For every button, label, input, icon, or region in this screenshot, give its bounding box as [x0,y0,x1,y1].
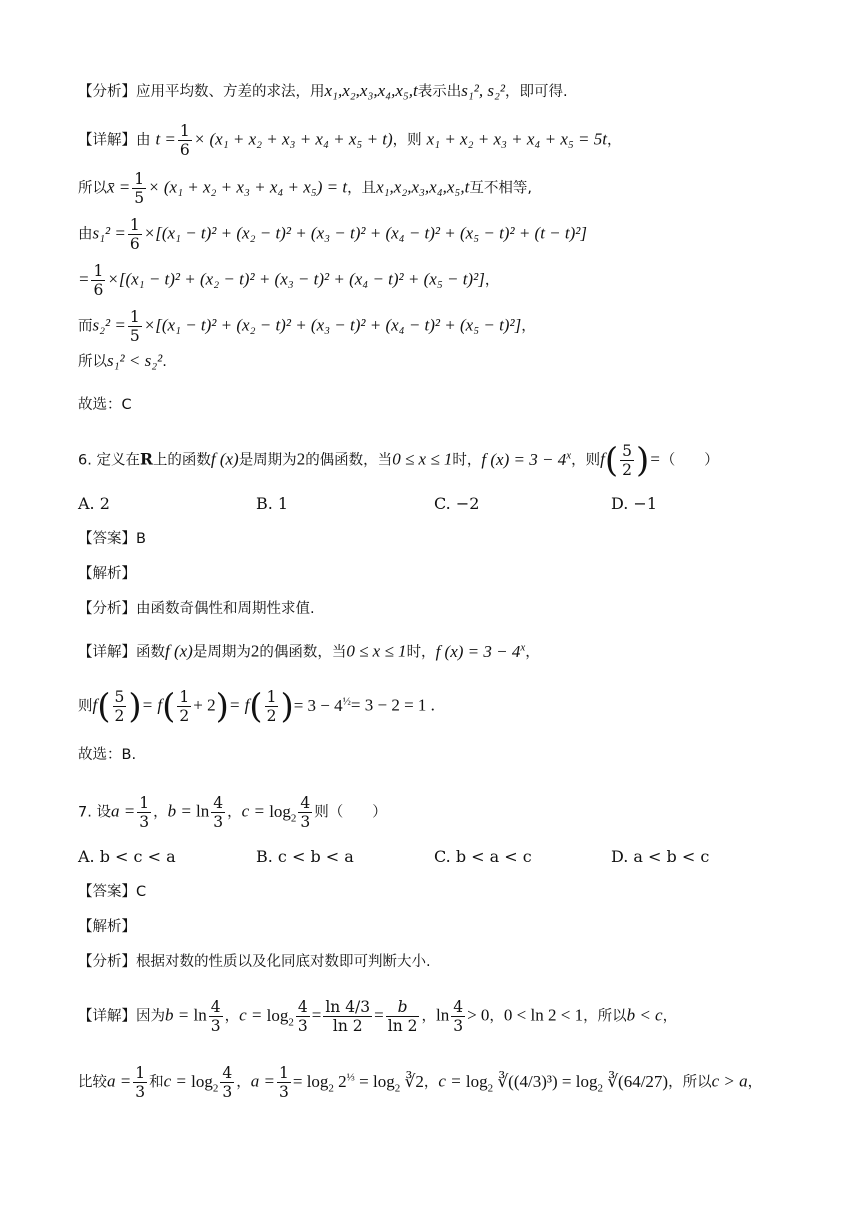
q7-option-a[interactable]: A. b < c < a [78,847,176,866]
q7-compare: 比较a = $\frac{1}{3}$ 和$c = \log_2$ $\frac{4}{3}$ ，a = $\frac{1}{3}$ = $\log_2 2^{\frac{1}{3}} = \log_2$ ∛2，$c = \log_2$ ∛((4/3)³) = $\log_2$ ∛(64/27)，所以c > a， [78,1064,763,1101]
fraction-1-6: $\frac{1}{6}$ [179,122,190,159]
variance-1-text: 由 [78,226,93,243]
detail-text: 由 [136,132,151,149]
analysis-text: 应用平均数、方差的求法，用 [136,84,325,100]
analysis-line [78,80,828,103]
q6-stem-g: （ ） [660,452,719,469]
choose-line [78,393,828,416]
q7-stem-b: 则（ ） [314,804,387,821]
q6-answer: 【答案】B [78,531,146,547]
q6-jiexi: 【解析】 [78,566,136,582]
analysis-vars: x₁,x₂,x₃,x₄,x₅,t [324,81,418,100]
variance-1-sum-simplified: [(x₁ − t)² + (x₂ − t)² + (x₃ − t)² + (x₄ − t)² + (x₅ − t)²] [118,269,485,289]
q6-option-d[interactable]: D. −1 [611,494,658,513]
q6-option-a[interactable]: A. 2 [78,494,110,513]
conclusion-text: 所以 [78,354,107,370]
q6-result: = 3 − 2 = 1 . [350,695,435,715]
analysis-vars2: s₁², s₂² [461,81,506,100]
q6-detail: 【详解】函数f (x)是周期为2的偶函数，当0 ≤ x ≤ 1时，f $(x) = 3 - 4^x$， [78,641,540,661]
q6-R: R [139,449,153,469]
q6-stem-a: 6. 定义在 [78,452,140,469]
detail-text2: ，则 [392,132,422,149]
q6-stem-c: 是周期为 [238,452,297,469]
conclusion-line: 所以s₁² < s₂². [78,351,167,370]
analysis-label: 【分析】 [78,84,136,100]
line2-text3: 互不相等, [469,180,532,197]
q6-stem-b: 上的函数 [152,452,211,469]
fraction-1-5: $\frac{1}{5}$ [134,170,145,207]
q6-then: 则 [78,698,93,715]
q7-option-d[interactable]: D. a < b < c [611,847,710,866]
q7-stem-a: 7. 设 [78,804,111,821]
q6-detail-a: 函数 [136,644,165,661]
q7-analysis [78,950,828,973]
q6-stem-d: 的偶函数，当 [305,452,393,469]
line2-text2: ，且 [347,180,377,197]
q6-option-c[interactable]: C. −2 [434,494,480,513]
q6-option-b[interactable]: B. 1 [256,494,289,513]
q7-compare-b: 和 [149,1074,164,1091]
q6-choose: 故选：B. [78,747,137,763]
q6-detail-d: 时， [406,644,436,661]
detail-line-1: 【详解】由 t = $\frac{1}{6}$ × (x₁ + x₂ + x₃ + x₄ + x₅ + t)，则 x₁ + x₂ + x₃ + x₄ + x₅ = 5t， [78,122,622,159]
fraction-1-6c: $\frac{1}{6}$ [93,262,104,299]
q7-jiexi: 【解析】 [78,919,136,935]
variance-2-text: 而 [78,318,93,335]
line2-text: 所以 [78,180,107,197]
analysis-text2: 表示出 [417,84,462,100]
q7-analysis-label: 【分析】 [78,954,136,970]
variance-2-line: 而s₂² = $\frac{1}{5}$ ×[(x₁ − t)² + (x₂ − t)² + (x₃ − t)² + (x₄ − t)² + (x₅ − t)²]， [78,308,536,345]
q7-detail: 【详解】因为b = ln $\frac{4}{3}$ ，$c = \log_2$ $\frac{4}{3}$ = $\frac{\ln 4/3}{\ln 2}$ = $\frac{b}{\ln 2}$ ，ln $\frac{4}{3}$ > 0，0 < ln 2 < 1，所以b < c， [78,998,678,1035]
variance-1-simplified: = $\frac{1}{6}$ ×[(x₁ − t)² + (x₂ − t)² + (x₃ − t)² + (x₄ − t)² + (x₅ − t)²]， [78,262,500,299]
q6-detail-c: 的偶函数，当 [259,644,347,661]
variance-2-sum: [(x₁ − t)² + (x₂ − t)² + (x₃ − t)² + (x₄ − t)² + (x₅ − t)²] [155,315,522,335]
q7-option-b[interactable]: B. c < b < a [256,847,354,866]
q7-detail-b: ，所以 [583,1008,627,1025]
detail-line-2: 所以x̄ = $\frac{1}{5}$ × (x₁ + x₂ + x₃ + x₄ + x₅) = t，且x₁,x₂,x₃,x₄,x₅,t互不相等, [78,170,532,207]
q7-answer: 【答案】C [78,884,147,900]
variance-1-sum: [(x₁ − t)² + (x₂ − t)² + (x₃ − t)² + (x₄ − t)² + (x₅ − t)² + (t − t)²] [155,223,587,243]
line2-vars: x₁,x₂,x₃,x₄,x₅,t [376,177,470,197]
q7-compare-c: ，所以 [668,1074,712,1091]
q7-detail-a: 因为 [136,1008,165,1025]
q6-analysis-text: 由函数奇偶性和周期性求值. [136,601,315,617]
q7-option-c[interactable]: C. b < a < c [434,847,532,866]
q6-analysis-label: 【分析】 [78,601,136,617]
q7-detail-label: 【详解】 [78,1008,136,1025]
conclusion-eq: s₁² < s₂² [107,351,163,370]
analysis-text3: ，即可得. [505,84,568,100]
fraction-1-6b: $\frac{1}{6}$ [129,216,140,253]
q7-compare-a: 比较 [78,1074,107,1091]
q6-analysis [78,597,828,620]
q7-stem: 7. 设a = $\frac{1}{3}$ ，b = ln $\frac{4}{3}$ ，$c = \log_2$ $\frac{4}{3}$ 则（ ） [78,794,387,831]
detail-label: 【详解】 [78,132,136,149]
variance-1-line: 由s₁² = $\frac{1}{6}$ ×[(x₁ − t)² + (x₂ − t)² + (x₃ − t)² + (x₄ − t)² + (x₅ − t)² + (t − t)²] [78,216,587,253]
sum-equation: x₁ + x₂ + x₃ + x₄ + x₅ = 5t [426,129,607,149]
q6-stem-e: 时， [452,452,482,469]
choose-c: 故选：C [78,397,132,413]
q6-stem: 6. 定义在R上的函数f (x)是周期为2的偶函数，当0 ≤ x ≤ 1时，f $(x) = 3 - 4^x$，则f( $\frac{5}{2}$ )=（ ） [78,440,719,481]
q6-detail-label: 【详解】 [78,644,136,661]
fraction-1-5b: $\frac{1}{5}$ [129,308,140,345]
q6-calc: 则f( $\frac{5}{2}$ )= f( $\frac{1}{2}$ + 2)= f( $\frac{1}{2}$ )= $3 - 4^{\frac{1}{2}}= 3 - 2 = 1$ . [78,686,435,727]
q6-detail-b: 是周期为 [192,644,251,661]
q7-analysis-text: 根据对数的性质以及化同底对数即可判断大小. [136,954,431,970]
q6-stem-f: ，则 [571,452,601,469]
